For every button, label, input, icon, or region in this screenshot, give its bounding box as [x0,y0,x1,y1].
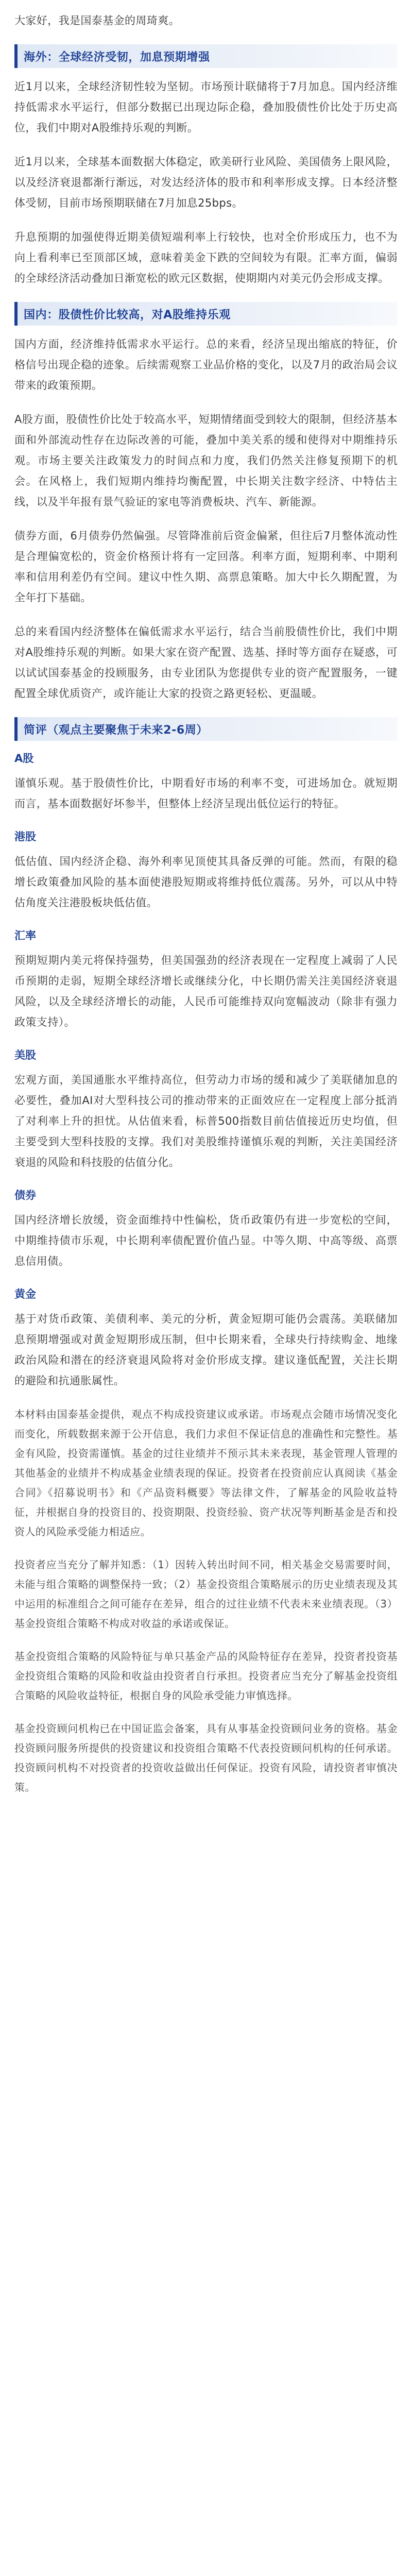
overseas-paragraph-2: 近1月以来，全球基本面数据大体稳定，欧美研行业风险、美国债务上限风险，以及经济衰退都渐行渐远，对发达经济体的股市和利率形成支撑。日本经济整体受韧，目前市场预期联储在7月加息25bps。 [14,156,398,209]
section-accent-bar [14,44,18,68]
section-title: 国内：股债性价比较高，对A股维持乐观 [24,308,231,321]
overseas-paragraph-1: 近1月以来，全球经济韧性较为坚韧。市场预计联储将于7月加息。国内经济维持低需求水平运行，但部分数据已出现边际企稳，叠加股债性价比处于历史高位，我们中期对A股维持乐观的判断。 [14,80,398,134]
fx-paragraph: 预期短期内美元将保持强势，但美国强劲的经济表现在一定程度上减弱了人民币预期的走弱，短期全球经济增长或继续分化，中长期仍需关注美国经济衰退风险，以及全球经济增长的动能，人民币可能维持双向宽幅波动（除非有强力政策支持）。 [14,954,398,1028]
disclaimer-paragraph-1: 本材料由国泰基金提供，观点不构成投资建议或承诺。市场观点会随市场情况变化而变化，所载数据来源于公开信息，我们力求但不保证信息的准确性和完整性。基金有风险，投资需谨慎。基金的过往业绩并不预示其未来表现，基金管理人管理的其他基金的业绩并不构成基金业绩表现的保证。投资者在投资前应认真阅读《基金合同》《招募说明书》和《产品资料概要》等法律文件，了解基金的风险收益特征，并根据自身的投资目的、投资期限、投资经验、资产状况等判断基金是否和投资人的风险承受能力相适应。 [14,1408,398,1538]
section-title: 海外：全球经济受韧，加息预期增强 [24,50,210,64]
section-header-overseas [14,44,398,68]
gold-paragraph: 基于对货币政策、美债利率、美元的分析，黄金短期可能仍会震荡。美联储加息预期增强或对黄金短期形成压制，但中长期来看，全球央行持续购金、地缘政治风险和潜在的经济衰退风险将对金价形成支撑。建议逢低配置，关注长期的避险和抗通胀属性。 [14,1313,398,1387]
section-accent-bar [14,717,18,741]
subheading-hk-shares: 港股 [14,831,36,843]
section-title: 简评（观点主要聚焦于未来2-6周） [24,723,208,737]
bonds-paragraph: 国内经济增长放缓，资金面维持中性偏松，货币政策仍有进一步宽松的空间，中期维持债市乐观，中长期利率债配置价值凸显。中等久期、中高等级、高票息信用债。 [14,1214,398,1267]
intro-paragraph: 大家好，我是国泰基金的周琦爽。 [14,14,180,27]
domestic-paragraph-2: A股方面，股债性价比处于较高水平，短期情绪面受到较大的限制，但经济基本面和外部流动性存在边际改善的可能，叠加中美关系的缓和使得对中期维持乐观。市场主要关注政策发力的时间点和力度，我们仍然关注修复预期下的机会。在风格上，我们短期内维持均衡配置，中长期关注数字经济、中特估主线，以及半年报有景气验证的家电等消费板块、汽车、新能源。 [14,413,398,508]
a-shares-paragraph: 谨慎乐观。基于股债性价比，中期看好市场的利率不变，可进场加仓。就短期而言，基本面数据好坏参半，但整体上经济呈现出低位运行的特征。 [14,777,398,810]
section-header-domestic [14,302,398,326]
disclaimer [14,1404,398,1797]
disclaimer-paragraph-3: 基金投资组合策略的风险特征与单只基金产品的风险特征存在差异，投资者投资基金投资组合策略的风险和收益由投资者自行承担。投资者应当充分了解基金投资组合策略的风险收益特征，根据自身的风险承受能力审慎选择。 [14,1650,398,1702]
subheading-bonds: 债券 [14,1189,36,1201]
section-header-summary [14,717,398,741]
subheading-fx: 汇率 [14,929,36,942]
subheading-us-stocks: 美股 [14,1049,36,1061]
hk-shares-paragraph: 低估值、国内经济企稳、海外利率见顶使其具备反弹的可能。然而，有限的稳增长政策叠加风险的基本面使港股短期或将维持低位震荡。另外，可以从中特估角度关注港股板块低估值。 [14,855,398,909]
domestic-paragraph-1: 国内方面，经济维持低需求水平运行。总的来看，经济呈现出缩底的特征，价格信号出现企稳的迹象。后续需观察工业品价格的变化，以及7月的政治局会议带来的政策预期。 [14,338,398,392]
disclaimer-paragraph-2: 投资者应当充分了解并知悉：（1）因转入转出时间不同，相关基金交易需要时间，未能与组合策略的调整保持一致；（2）基金投资组合策略展示的历史业绩表现及其中运用的标准组合之间可能存在差异，组合的过往业绩不代表未来业绩表现。（3）基金投资组合策略不构成对收益的承诺或保证。 [14,1558,398,1630]
overseas-paragraph-3: 升息预期的加强使得近期美债短端利率上行较快，也对全价形成压力，也不为向上看利率已至顶部区域，意味着美金下跌的空间较为有限。汇率方面，偏弱的全球经济活动叠加日渐宽松的欧元区数据，使期期内对美元仍会形成支撑。 [14,231,398,284]
domestic-paragraph-4: 总的来看国内经济整体在偏低需求水平运行，结合当前股债性价比，我们中期对A股维持乐观的判断。如果大家在资产配置、选基、择时等方面存在疑惑，可以试试国泰基金的投顾服务，由专业团队为您提供专业的资产配置服务，一键配置全球优质资产，或许能让大家的投资之路更轻松、更温暖。 [14,625,398,700]
section-accent-bar [14,302,18,326]
disclaimer-paragraph-4: 基金投资顾问机构已在中国证监会备案，具有从事基金投资顾问业务的资格。基金投资顾问服务所提供的投资建议和投资组合策略不代表投资顾问机构的任何承诺。投资顾问机构不对投资者的投资收益做出任何保证。投资有风险，请投资者审慎决策。 [14,1722,398,1793]
subheading-gold: 黄金 [14,1288,36,1300]
domestic-paragraph-3: 债券方面，6月债券仍然偏强。尽管降准前后资金偏紧，但往后7月整体流动性是合理偏宽松的，资金价格预计将有一定回落。利率方面，短期利率、中期利率和信用利差仍有空间。建议中性久期、高票息策略。加大中长久期配置，为全年打下基础。 [14,530,398,604]
us-stocks-paragraph: 宏观方面，美国通胀水平维持高位，但劳动力市场的缓和减少了美联储加息的必要性，叠加AI对大型科技公司的推动带来的正面效应在一定程度上部分抵消了对利率上升的担忧。从估值来看，标普500指数目前估值接近历史均值，但主要受到大型科技股的支撑。我们对美股维持谨慎乐观的判断，关注美国经济衰退的风险和科技股的估值分化。 [14,1074,398,1168]
subheading-a-shares: A股 [14,752,34,765]
